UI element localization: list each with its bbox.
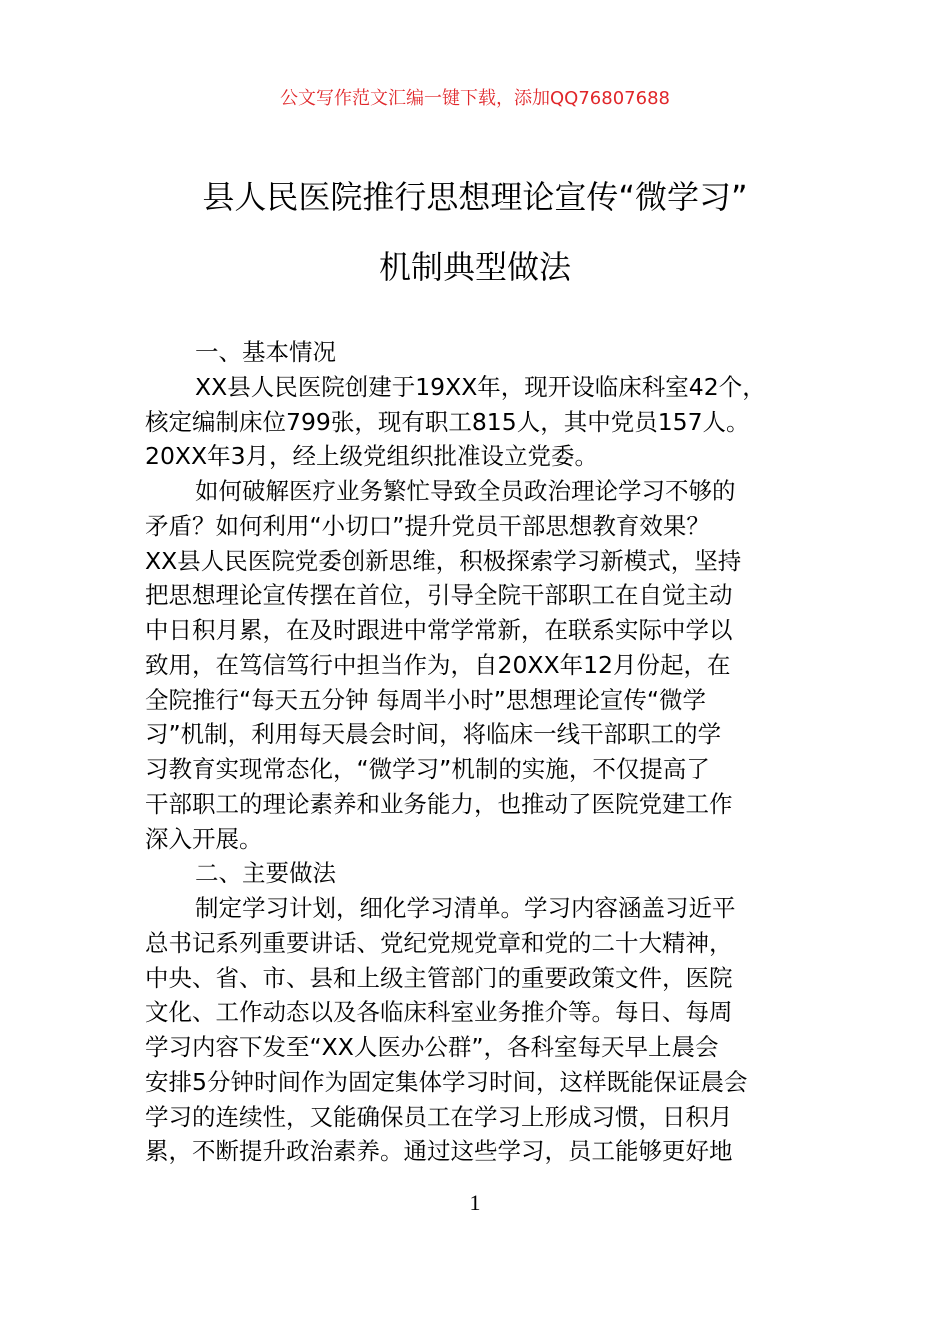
body-text-line: 二、主要做法 [195, 859, 336, 888]
body-text-line: 致用，在笃信笃行中担当作为，自20XX年12月份起，在 [145, 650, 731, 679]
body-text-line: 核定编制床位799张，现有职工815人，其中党员157人。 [145, 407, 750, 436]
body-text-line: 习教育实现常态化，“微学习”机制的实施，不仅提高了 [145, 755, 710, 783]
body-text-line: 文化、工作动态以及各临床科室业务推介等。每日、每周 [145, 998, 733, 1027]
body-text-line: 20XX年3月，经上级党组织批准设立党委。 [145, 442, 599, 471]
body-text-line: 深入开展。 [145, 824, 263, 853]
body-text-line: 中日积月累，在及时跟进中常学常新，在联系实际中学以 [145, 616, 733, 644]
body-text-line: 一、基本情况 [195, 338, 336, 366]
document-title-line-1: 县人民医院推行思想理论宣传“微学习” [202, 178, 748, 216]
body-text-line: XX县人民医院党委创新思维，积极探索学习新模式，坚持 [145, 546, 742, 575]
page-number: 1 [469, 1190, 481, 1215]
body-text-line: 如何破解医疗业务繁忙导致全员政治理论学习不够的 [195, 477, 736, 505]
body-text-line: 习”机制，利用每天晨会时间，将临床一线干部职工的学 [145, 720, 722, 749]
body-text-line: 安排5分钟时间作为固定集体学习时间，这样既能保证晨会 [145, 1067, 748, 1096]
document-title-line-2: 机制典型做法 [378, 248, 571, 286]
body-text-line: XX县人民医院创建于19XX年，现开设临床科室42个， [195, 372, 766, 401]
body-text-line: 中央、省、市、县和上级主管部门的重要政策文件，医院 [145, 963, 733, 992]
download-watermark-header: 公文写作范文汇编一键下载，添加QQ76807688 [280, 88, 670, 109]
body-text-line: 矛盾？如何利用“小切口”提升党员干部思想教育效果？ [145, 511, 710, 540]
document-body [145, 335, 825, 1169]
body-text-line: 制定学习计划，细化学习清单。学习内容涵盖习近平 [195, 894, 736, 922]
body-text-line: 总书记系列重要讲话、党纪党规党章和党的二十大精神， [145, 928, 733, 957]
body-text-line: 把思想理论宣传摆在首位，引导全院干部职工在自觉主动 [145, 581, 733, 610]
body-text-line: 学习内容下发至“XX人医办公群”，各科室每天早上晨会 [145, 1033, 719, 1061]
body-text-line: 累，不断提升政治素养。通过这些学习，员工能够更好地 [145, 1137, 733, 1166]
body-text-line: 学习的连续性，又能确保员工在学习上形成习惯，日积月 [145, 1102, 733, 1131]
body-text-line: 全院推行“每天五分钟 每周半小时”思想理论宣传“微学 [145, 685, 706, 714]
body-text-line: 干部职工的理论素养和业务能力，也推动了医院党建工作 [145, 789, 733, 818]
